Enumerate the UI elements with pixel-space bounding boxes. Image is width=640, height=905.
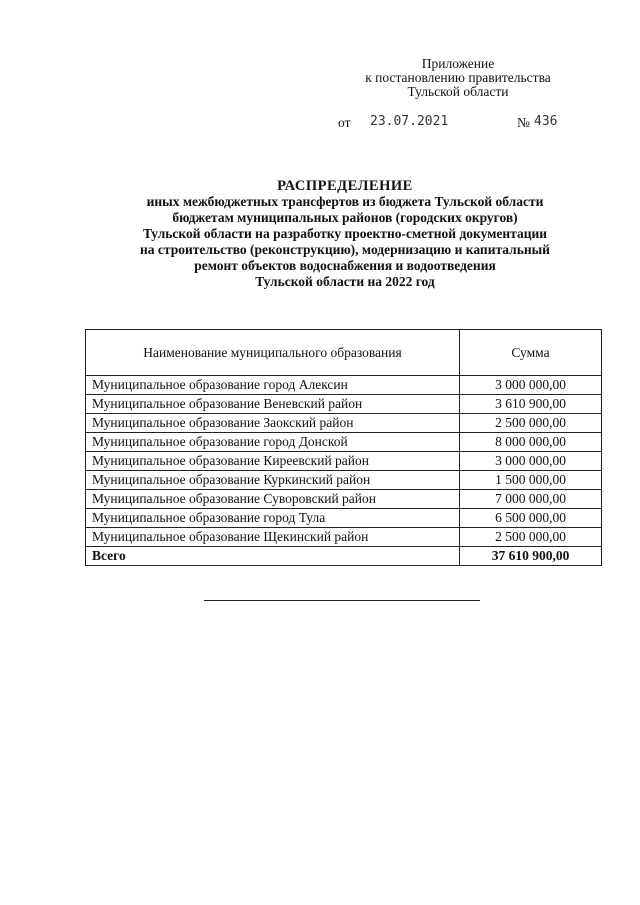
amount-cell: 3 610 900,00	[460, 395, 602, 414]
municipality-name: Муниципальное образование Веневский район	[86, 395, 460, 414]
table-header-row	[86, 330, 602, 376]
closing-divider	[204, 600, 480, 601]
table-row	[86, 452, 602, 471]
table-row	[86, 395, 602, 414]
total-amount: 37 610 900,00	[460, 547, 602, 566]
municipality-name: Муниципальное образование Киреевский район	[86, 452, 460, 471]
amount-cell: 7 000 000,00	[460, 490, 602, 509]
title-line: бюджетам муниципальных районов (городских округов)	[172, 210, 518, 225]
title-heading: РАСПРЕДЕЛЕНИЕ	[277, 178, 413, 194]
title-line: Тульской области на 2022 год	[255, 274, 435, 289]
table-row	[86, 471, 602, 490]
table-row	[86, 490, 602, 509]
resolution-meta	[0, 113, 640, 133]
total-row	[86, 547, 602, 566]
table-row	[86, 433, 602, 452]
municipality-name: Муниципальное образование Щекинский район	[86, 528, 460, 547]
appendix-line-3: Тульской области	[407, 84, 509, 99]
total-label: Всего	[86, 547, 460, 566]
resolution-date: 23.07.2021	[370, 114, 449, 129]
title-line: Тульской области на разработку проектно-сметной документации	[142, 226, 548, 241]
amount-cell: 3 000 000,00	[460, 376, 602, 395]
table-row	[86, 414, 602, 433]
municipality-name: Муниципальное образование город Тула	[86, 509, 460, 528]
column-header-name: Наименование муниципального образования	[86, 330, 460, 376]
table-row	[86, 509, 602, 528]
municipality-name: Муниципальное образование Суворовский район	[86, 490, 460, 509]
municipality-name: Муниципальное образование Куркинский район	[86, 471, 460, 490]
title-line: на строительство (реконструкцию), модернизацию и капитальный	[140, 242, 550, 257]
resolution-number: 436	[534, 114, 558, 129]
date-label: от	[338, 115, 351, 130]
table-row	[86, 528, 602, 547]
amount-cell: 1 500 000,00	[460, 471, 602, 490]
amount-cell: 6 500 000,00	[460, 509, 602, 528]
table-row	[86, 376, 602, 395]
title-line: иных межбюджетных трансфертов из бюджета Тульской области	[146, 194, 544, 209]
amount-cell: 8 000 000,00	[460, 433, 602, 452]
municipality-name: Муниципальное образование город Донской	[86, 433, 460, 452]
appendix-line-2: к постановлению правительства	[365, 70, 551, 85]
title-line: ремонт объектов водоснабжения и водоотведения	[194, 258, 496, 273]
municipality-name: Муниципальное образование город Алексин	[86, 376, 460, 395]
amount-cell: 2 500 000,00	[460, 414, 602, 433]
amount-cell: 3 000 000,00	[460, 452, 602, 471]
number-label: №	[517, 115, 530, 130]
appendix-line-1: Приложение	[421, 56, 495, 71]
distribution-table	[85, 329, 602, 566]
municipality-name: Муниципальное образование Заокский район	[86, 414, 460, 433]
column-header-sum: Сумма	[460, 330, 602, 376]
amount-cell: 2 500 000,00	[460, 528, 602, 547]
document-title	[90, 178, 600, 290]
appendix-header	[340, 57, 576, 99]
